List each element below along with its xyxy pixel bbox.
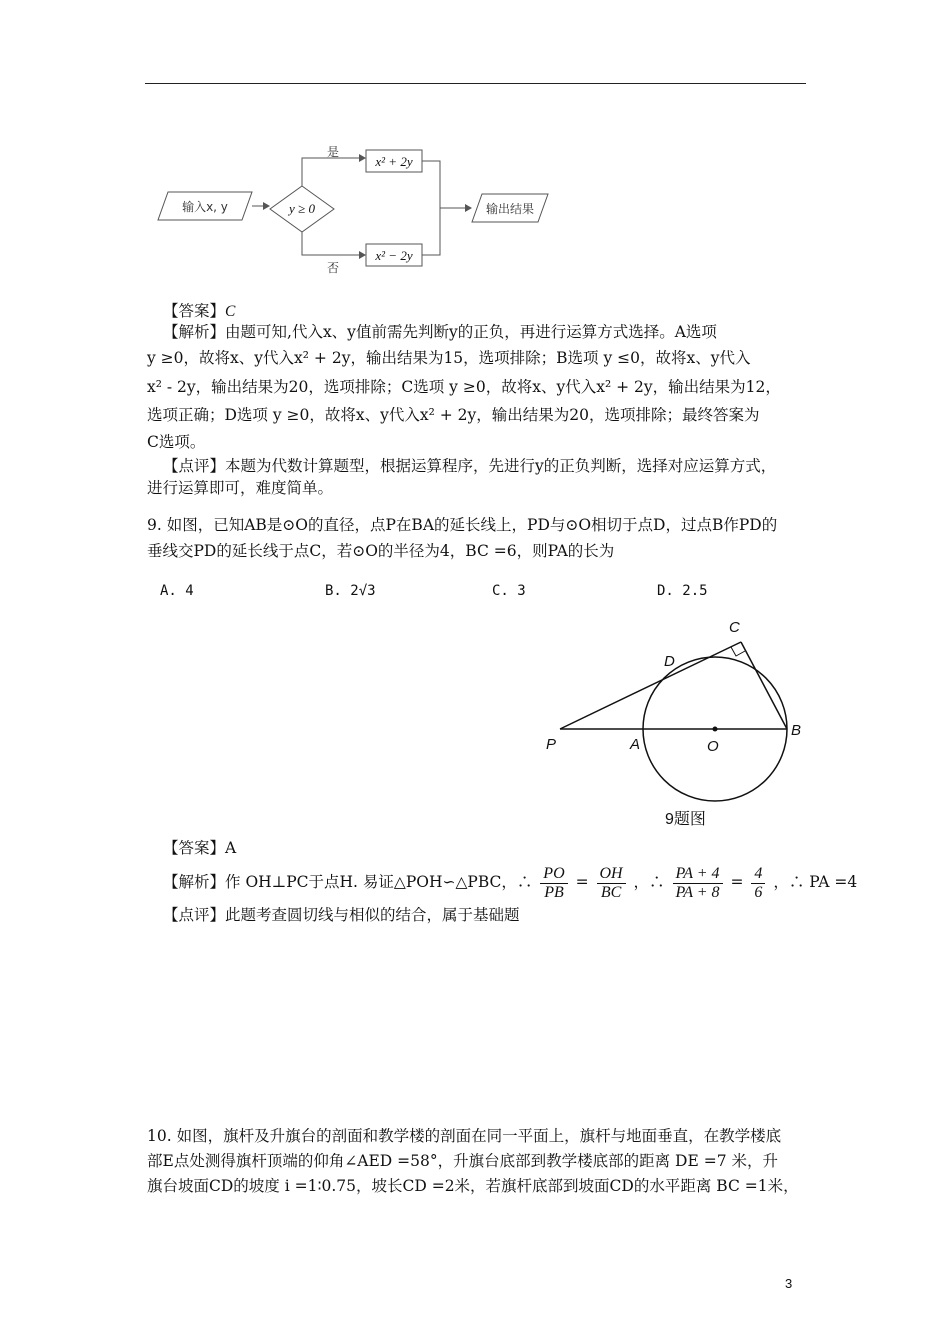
q9-answer (163, 833, 236, 863)
q9-label-P: P (546, 736, 557, 753)
page-number: 3 (785, 1276, 793, 1291)
q9-line-pc (560, 642, 741, 729)
q9-answer-tag: 【答案】 (163, 839, 226, 857)
q9-option-a: A. 4 (160, 583, 194, 599)
q8-analysis-line-4: 选项正确；D选项 y ≥0，故将x、y代入x² + 2y，输出结果为20，选项排除；最终答案为 (147, 406, 760, 424)
flowchart-condition: y ≥ 0 (289, 201, 315, 216)
q9-frac-4: $\frac{4}{6}$ (751, 865, 765, 902)
q10-stem-line-1: 10. 如图，旗杆及升旗台的剖面和教学楼的剖面在同一平面上，旗杆与地面垂直，在教学楼底 (147, 1127, 782, 1145)
q9-frac-3: $\frac{PA + 4}{PA + 8}$ (673, 865, 723, 902)
q9-line-bc (741, 642, 787, 729)
q9-option-c: C. 3 (492, 583, 526, 599)
q9-answer-value: A (225, 839, 237, 857)
q9-right-angle (731, 647, 745, 656)
q8-analysis-line-3: x² - 2y，输出结果为20，选项排除；C选项 y ≥0，故将x、y代入x² + 2y，输出结果为12， (147, 378, 781, 396)
q9-stem-line-2: 垂线交PD的延长线于点C，若⊙O的半径为4，BC =6，则PA的长为 (147, 542, 615, 560)
flowchart-yes-expr: x² + 2y (375, 154, 413, 169)
q9-figure (540, 610, 820, 835)
q9-label-D: D (664, 653, 675, 670)
q9-option-d: D. 2.5 (657, 583, 708, 599)
q9-analysis-tag: 【解析】 (163, 873, 226, 891)
q8-analysis-line-5: C选项。 (147, 433, 206, 451)
q8-comment-line-2: 进行运算即可，难度简单。 (147, 479, 334, 497)
q8-analysis-line-2: y ≥0，故将x、y代入x² + 2y，输出结果为15，选项排除；B选项 y ≤0，故将x、y代入 (147, 349, 751, 367)
q8-answer-tag: 【答案】 (163, 302, 226, 320)
q9-label-B: B (791, 722, 802, 739)
flowchart-yes-label: 是 (326, 145, 340, 159)
q9-frac-2: $\frac{OH}{BC}$ (597, 865, 626, 902)
q9-frac-1: $\frac{PO}{PB}$ (540, 865, 567, 902)
q9-figure-caption: 9题图 (665, 811, 706, 828)
q9-comment: 【点评】此题考查圆切线与相似的结合，属于基础题 (163, 906, 520, 924)
header-rule (145, 83, 806, 84)
q9-label-O: O (707, 738, 719, 755)
q9-analysis: 【解析】作 OH⊥PC于点H. 易证△POH∽△PBC，∴ $\frac{PO}{PB}$ = $\frac{OH}{BC}$ ，∴ $\frac{PA + 4}{PA + 8}$ = $\frac{4}{6}$ ，∴ PA =4 (163, 864, 858, 901)
q8-comment-line-1: 【点评】本题为代数计算题型，根据运算程序，先进行y的正负判断，选择对应运算方式， (163, 457, 777, 475)
q9-label-C: C (729, 619, 740, 636)
flowchart-no-label: 否 (326, 261, 340, 275)
q9-comment-tag: 【点评】 (163, 906, 226, 924)
q8-answer-value: C (225, 303, 236, 320)
q8-analysis-line-1: 【解析】由题可知,代入x、y值前需先判断y的正负，再进行运算方式选择。A选项 (163, 323, 717, 341)
flowchart-no-expr: x² − 2y (375, 248, 413, 263)
flowchart-input-label: 输入x, y (182, 200, 228, 214)
q10-stem-line-2: 部E点处测得旗杆顶端的仰角∠AED =58°，升旗台底部到教学楼底部的距离 DE =7 米，升 (147, 1152, 778, 1170)
q9-option-b: B. 2√3 (325, 583, 376, 599)
flowchart-output-label: 输出结果 (485, 202, 535, 216)
q8-comment-tag: 【点评】 (163, 457, 226, 475)
q9-stem-line-1: 9. 如图，已知AB是⊙O的直径，点P在BA的延长线上，PD与⊙O相切于点D，过点B作PD的 (147, 516, 778, 534)
flowchart (150, 120, 560, 280)
q9-center-dot (713, 727, 718, 732)
q9-label-A: A (630, 736, 641, 753)
q10-stem-line-3: 旗台坡面CD的坡度 i =1∶0.75，坡长CD =2米，若旗杆底部到坡面CD的水平距离 BC =1米， (147, 1177, 799, 1195)
q8-analysis-tag: 【解析】 (163, 323, 226, 341)
